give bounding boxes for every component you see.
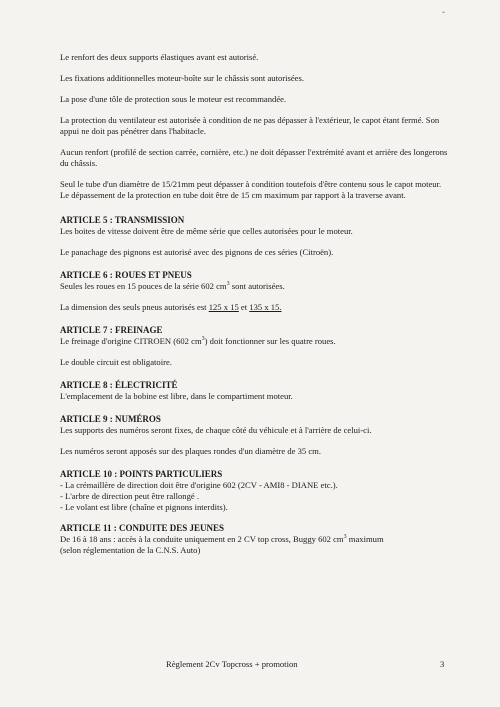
page-number: 3 — [440, 659, 445, 669]
article-9 — [60, 414, 452, 457]
list-item: - La crémaillère de direction doit être d'origine 602 (2CV - AMI8 - DIANE etc.). — [60, 480, 338, 490]
article-9-text-1: Les supports des numéros seront fixes, de chaque côté du véhicule et à l'arrière de celui-ci. — [60, 425, 372, 435]
article-6-text-2: La dimension des seuls pneus autorisés est 125 x 15 et 135 x 15. — [60, 302, 282, 312]
article-10-heading: ARTICLE 10 : POINTS PARTICULIERS — [60, 469, 223, 479]
article-6-heading: ARTICLE 6 : ROUES ET PNEUS — [60, 270, 192, 280]
article-11-text-1: De 16 à 18 ans : accès à la conduite uniquement en 2 CV top cross, Buggy 602 $cm^3$ maximum — [60, 534, 384, 544]
article-6-text-1: Seules les roues en 15 pouces de la série 602 $cm^3$ sont autorisées. — [60, 281, 285, 291]
scan-speck: ˇ — [442, 10, 445, 20]
paragraph-fixations: Les fixations additionnelles moteur-boîte sur le châssis sont autorisées. — [60, 73, 304, 83]
article-11-heading: ARTICLE 11 : CONDUITE DES JEUNES — [60, 523, 224, 533]
article-5 — [60, 215, 452, 258]
article-9-text-2: Les numéros seront apposés sur des plaques rondes d'un diamètre de 35 cm. — [60, 446, 321, 456]
article-11 — [60, 523, 452, 556]
article-6 — [60, 270, 452, 313]
footer-title: Règlement 2Cv Topcross + promotion — [166, 659, 298, 669]
document-body — [60, 52, 452, 566]
article-7-heading: ARTICLE 7 : FREINAGE — [60, 325, 163, 335]
article-10 — [60, 469, 452, 513]
tire-size-1: 125 x 15 — [208, 302, 239, 312]
list-item: - Le volant est libre (chaîne et pignons interdits). — [60, 502, 228, 512]
paragraph-longerons: Aucun renfort (profilé de section carrée, cornière, etc.) ne doit dépasser l'extrémité avant et arrière des longerons du châssis. — [60, 147, 448, 168]
paragraph-tube: Seul le tube d'un diamètre de 15/21mm peut dépasser à condition toutefois d'être contenu sous le capot moteur. Le dépassement de la protection en tube doit être de 15 cm maximum par rapport à la traverse avant. — [60, 179, 442, 200]
article-9-heading: ARTICLE 9 : NUMÉROS — [60, 414, 161, 424]
article-8 — [60, 380, 452, 402]
list-item: - L'arbre de direction peut être rallongé . — [60, 491, 199, 501]
paragraph-tole: La pose d'une tôle de protection sous le moteur est recommandée. — [60, 94, 287, 104]
article-7-text-2: Le double circuit est obligatoire. — [60, 357, 172, 367]
article-5-heading: ARTICLE 5 : TRANSMISSION — [60, 215, 185, 225]
article-7-text-1: Le freinage d'origine CITROEN (602 $cm^3$) doit fonctionner sur les quatre roues. — [60, 336, 336, 346]
article-8-heading: ARTICLE 8 : ÉLECTRICITÉ — [60, 380, 178, 390]
article-8-text-1: L'emplacement de la bobine est libre, dans le compartiment moteur. — [60, 391, 293, 401]
article-11-text-2: (selon réglementation de la C.N.S. Auto) — [60, 545, 201, 555]
article-5-text-2: Le panachage des pignons est autorisé avec des pignons de ces séries (Citroën). — [60, 247, 334, 257]
tire-size-2: 135 x 15. — [249, 302, 282, 312]
paragraph-ventilateur: La protection du ventilateur est autorisée à condition de ne pas dépasser à l'extérieur, le capot étant fermé. Son appui ne doit pas pénétrer dans l'habitacle. — [60, 115, 440, 136]
paragraph-renfort: Le renfort des deux supports élastiques avant est autorisé. — [60, 52, 259, 62]
article-7 — [60, 325, 452, 368]
article-5-text-1: Les boites de vitesse doivent être de même série que celles autorisées pour le moteur. — [60, 226, 353, 236]
